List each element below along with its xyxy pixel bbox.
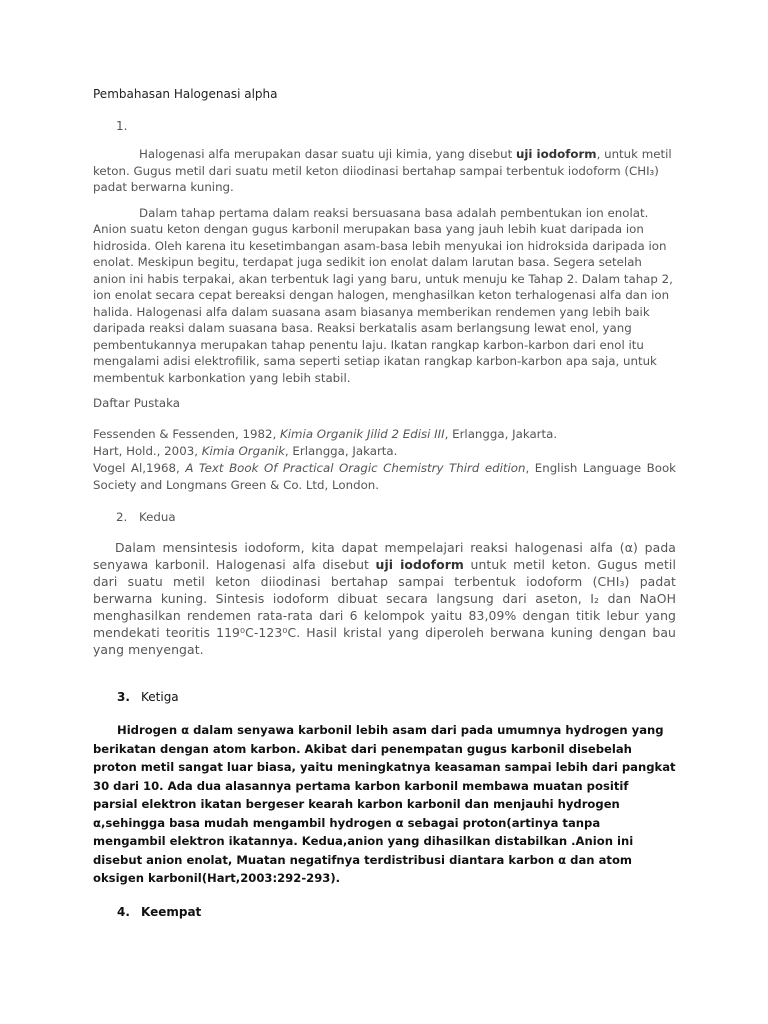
section-number: 3. bbox=[117, 690, 130, 704]
text-span: , English Language Book Society and Longmans Green & Co. Ltd, London. bbox=[93, 461, 676, 492]
text-span: , Erlangga, Jakarta. bbox=[444, 427, 558, 441]
text-span: , untuk metil keton. Gugus metil dari suatu metil keton diiodinasi bertahap sampai terbentuk iodoform (CHI₃) padat berwarna kuning. bbox=[93, 147, 672, 194]
section-3-heading bbox=[117, 690, 676, 704]
section-3-paragraph: Hidrogen α dalam senyawa karbonil lebih asam dari pada umumnya hydrogen yang berikatan dengan atom karbon. Akibat dari penempatan gugus karbonil disebelah proton metil sangat luar biasa, yaitu meningkatnya keasaman sampai lebih dari pangkat 30 dari 10. Ada dua alasannya pertama karbon karbonil membawa muatan positif parsial elektron ikatan bergeser kearah karbon karbonil dan menjauhi hydrogen α,sehingga basa mudah mengambil hydrogen α sebagai proton(artinya tanpa mengambil elektron ikatannya. Kedua,anion yang dihasilkan distabilkan .Anion ini disebut anion enolat, Muatan negatifnya terdistribusi diantara karbon α dan atom oksigen karbonil(Hart,2003:292-293). bbox=[93, 723, 676, 885]
section-1-number: 1. bbox=[116, 119, 128, 133]
section-1-paragraph-1 bbox=[93, 146, 676, 196]
section-label: Keempat bbox=[141, 904, 202, 919]
text-span: Vogel Al,1968, bbox=[93, 461, 186, 475]
book-title: Kimia Organik bbox=[201, 444, 285, 458]
bold-term: uji iodoform bbox=[375, 557, 464, 572]
section-label: Ketiga bbox=[141, 690, 179, 704]
text-span: Dalam mensintesis iodoform, kita dapat mempelajari reaksi halogenasi alfa (α) pada senyawa karbonil. Halogenasi alfa disebut bbox=[93, 540, 676, 572]
text-span: , Erlangga, Jakarta. bbox=[284, 444, 398, 458]
section-number: 4. bbox=[117, 904, 130, 919]
text-span: Halogenasi alfa merupakan dasar suatu uji kimia, yang disebut bbox=[139, 147, 516, 161]
text-span: Fessenden & Fessenden, 1982, bbox=[93, 427, 281, 441]
bibliography-title: Daftar Pustaka bbox=[93, 396, 180, 410]
text-span: untuk metil keton. Gugus metil dari suatu metil keton diiodinasi bertahap sampai terbentuk iodoform (CHI₃) padat berwarna kuning. Sintesis iodoform dibuat secara langsung dari aseton, I₂ dan NaOH menghasilkan rendemen rata-rata dari 6 kelompok yaitu 83,09% dengan titik lebur yang mendekati teoritis 119⁰C-123⁰C. Hasil kristal yang diperoleh berwana kuning dengan bau yang menyengat. bbox=[93, 557, 676, 657]
document-title: Pembahasan Halogenasi alpha bbox=[93, 87, 278, 101]
reference-item bbox=[93, 460, 676, 494]
reference-item bbox=[93, 443, 676, 460]
section-label: Kedua bbox=[139, 510, 176, 524]
section-2-heading bbox=[116, 510, 676, 524]
reference-item bbox=[93, 426, 676, 443]
text-span: Hart, Hold., 2003, bbox=[93, 444, 202, 458]
section-2-paragraph bbox=[93, 539, 676, 658]
book-title: Kimia Organik Jilid 2 Edisi III bbox=[280, 427, 445, 441]
book-title: A Text Book Of Practical Oragic Chemistry Third edition bbox=[185, 461, 526, 475]
section-number: 2. bbox=[116, 510, 128, 524]
section-4-heading bbox=[117, 905, 676, 919]
bold-term: uji iodoform bbox=[515, 147, 597, 161]
section-1-paragraph-2: Dalam tahap pertama dalam reaksi bersuasana basa adalah pembentukan ion enolat. Anion suatu keton dengan gugus karbonil merupakan basa yang jauh lebih kuat daripada ion hidrosida. Oleh karena itu kesetimbangan asam-basa lebih menyukai ion hidroksida daripada ion enolat. Meskipun begitu, terdapat juga sedikit ion enolat dalam larutan basa. Segera setelah anion ini habis terpakai, akan terbentuk lagi yang baru, untuk menuju ke Tahap 2. Dalam tahap 2, ion enolat secara cepat bereaksi dengan halogen, menghasilkan keton terhalogenasi alfa dan ion halida. Halogenasi alfa dalam suasana asam biasanya memberikan rendemen yang lebih baik daripada reaksi dalam suasana basa. Reaksi berkatalis asam berlangsung lewat enol, yang pembentukannya merupakan tahap penentu laju. Ikatan rangkap karbon-karbon dari enol itu mengalami adisi elektrofilik, sama seperti setiap ikatan rangkap karbon-karbon apa saja, untuk membentuk karbonkation yang lebih stabil. bbox=[93, 205, 673, 385]
